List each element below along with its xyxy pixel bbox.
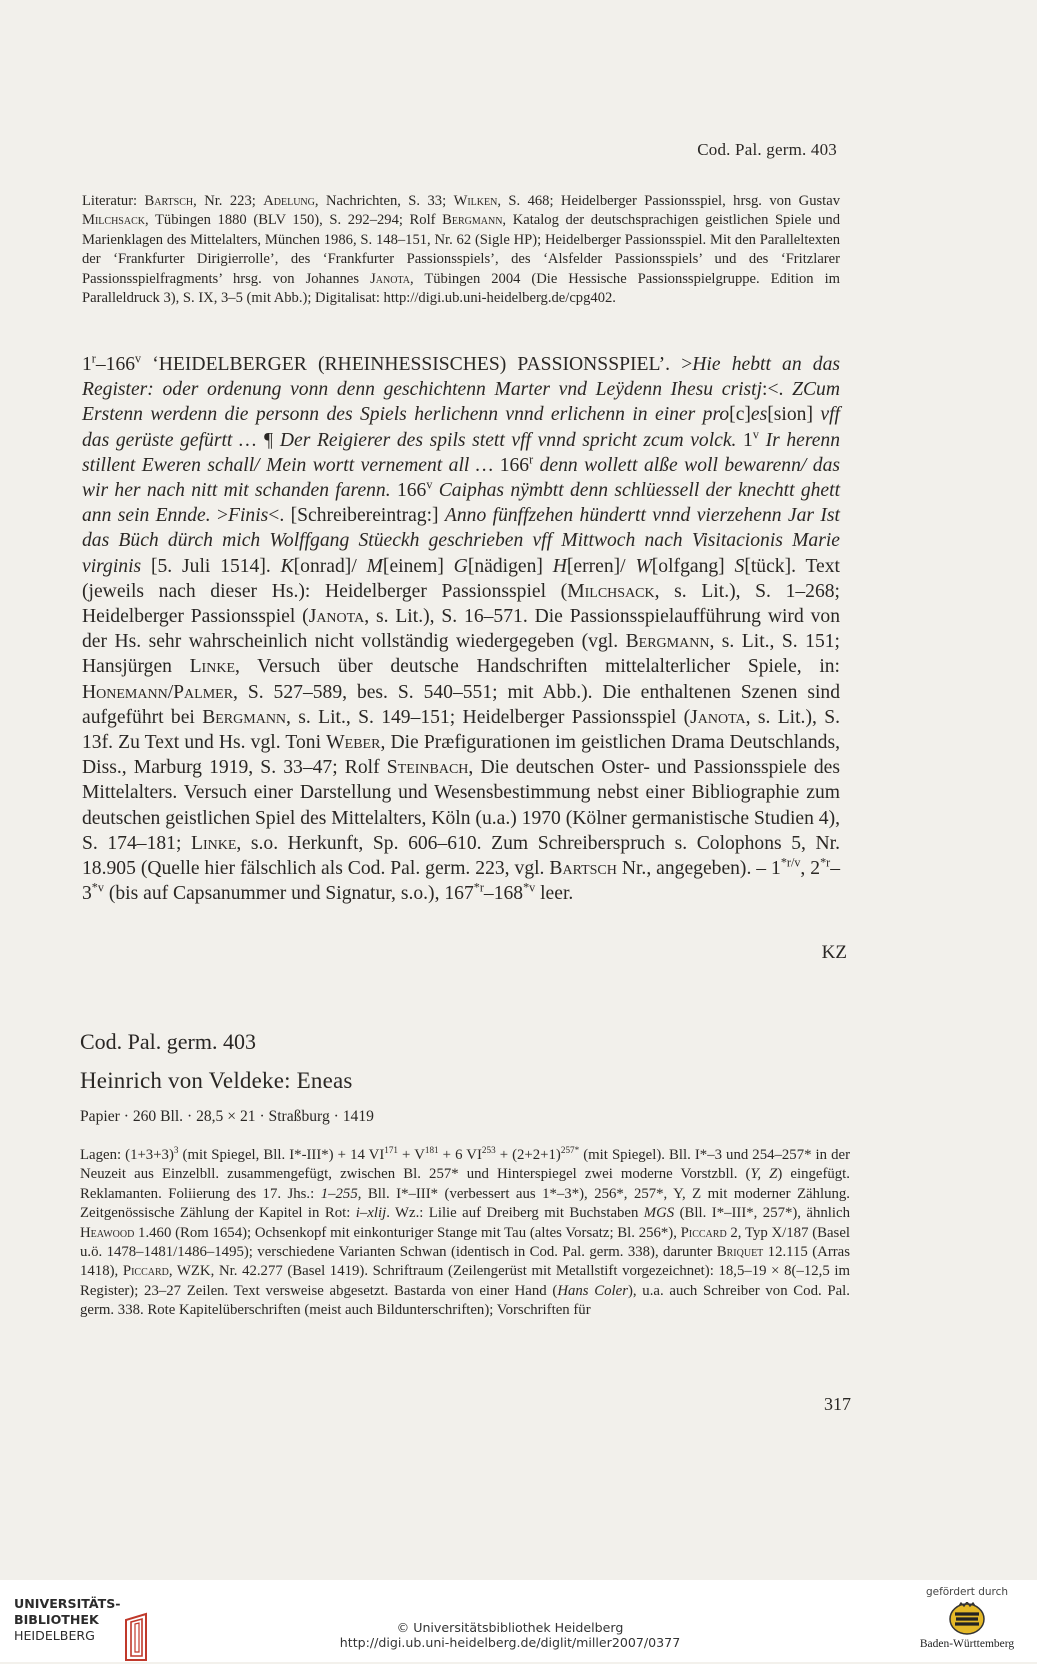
text-run: i–xlij — [355, 1205, 387, 1222]
text-run: 1 — [736, 429, 753, 451]
text-run: Lagen: (1+3+3) — [80, 1147, 174, 1163]
ub-heidelberg-logo[interactable] — [14, 1596, 154, 1644]
text-run: + 6 VI — [438, 1147, 482, 1163]
text-run: 1.460 (Rom 1654); Ochsenkopf mit einkonturiger Stange mit Tau (altes Vorsatz; Bl. 256*), — [134, 1224, 681, 1241]
text-run: 166 — [493, 454, 530, 476]
text-run: , WZK, Nr. 42.277 (Basel 1419). Schriftraum (Zeilengerüst mit Metallstift vorgezeichnet): 18,5–19 × 8(–12,5 im Register); 23–27 Zeilen. Text versweise abgesetzt. Bastarda von einer Hand ( — [80, 1263, 851, 1299]
text-run: ), u.a. auch Schreiber von Cod. Pal. germ. 338. Rote Kapitelüberschriften (meist auch Bildunterschriften); Vorschriften für — [80, 1282, 850, 1319]
text-run: *v — [523, 880, 536, 895]
text-run: Y, Z — [750, 1166, 778, 1183]
text-run: . Wz.: Lilie auf Dreiberg mit Buchstaben — [386, 1205, 644, 1222]
logo-text-line3: HEIDELBERG — [14, 1628, 95, 1643]
text-run: , Die deutschen Oster- und Passionsspiele des Mittelalters. Versuch einer Darstellung und Wesensbestimmung nebst einer Bibliographie zum deutschen geistlichen Spiel des Mittelalters, Köln (u.a.) 1970 (Kölner germanistische Studien 4), S. 174–181; — [82, 757, 840, 854]
text-run: Milchsack — [82, 212, 145, 229]
text-run: Bergmann — [625, 631, 710, 653]
text-run: Linke — [190, 832, 237, 854]
copyright-text: © Universitätsbibliothek Heidelberg — [396, 1620, 624, 1635]
text-run: > — [210, 505, 229, 527]
copyright-notice — [300, 1620, 720, 1650]
text-run: K — [280, 555, 294, 577]
text-run: Hans Coler — [557, 1282, 628, 1299]
text-run: [c] — [729, 404, 751, 426]
text-run: Nr., angegeben). – 1 — [616, 858, 781, 880]
text-run: , s. Lit.), S. 13f. Zu Text und Hs. vgl. Toni — [82, 706, 840, 754]
text-run: G — [453, 555, 468, 577]
text-run: (mit Spiegel). Bll. I*–3 und 254–257* in der Neuzeit aus Einzelbll. zusammengefügt, zwischen Bl. 257* und Hinterspiegel zwei moderne Vorstzbll. ( — [80, 1147, 851, 1183]
sponsor-name: Baden-Württemberg — [919, 1638, 1015, 1650]
text-run: [einem] — [382, 555, 454, 577]
text-run: ) eingefügt. Reklamanten. Foliierung des 17. Jhs.: — [80, 1166, 850, 1202]
text-run: Honemann/Palmer — [82, 681, 234, 703]
text-run: *r — [473, 880, 484, 895]
text-run: *r/v — [780, 855, 801, 870]
text-run: [olfgang] — [651, 555, 735, 577]
text-run: , Versuch über deutsche Handschriften mittelalterlicher Spiele, in: — [235, 656, 840, 678]
text-run: Janota — [690, 706, 746, 728]
logo-text-line1: UNIVERSITÄTS- — [14, 1596, 121, 1611]
text-run: ZCum Erstenn werdenn die personn des Spiels herlichenn vnnd erlichenn in einer pro — [82, 379, 841, 426]
text-run: , Bll. I*–III* (verbessert aus 1*–3*), 256*, 257*, Y, Z mit moderner Zählung. Zeitgenössische Zählung der Kapitel in Rot: — [80, 1185, 851, 1222]
baden-wuerttemberg-crest-icon — [947, 1602, 987, 1636]
text-run: + V — [398, 1147, 425, 1163]
text-run — [759, 430, 766, 451]
text-run: [erren]/ — [566, 555, 636, 577]
text-run: , Nachrichten, S. 33; — [314, 193, 454, 209]
text-run: Milchsack — [567, 580, 655, 602]
text-run: 257* — [560, 1145, 580, 1156]
text-run: , s. Lit.), S. 16–571. Die Passionsspielaufführung wird von der Hs. sehr wahrscheinlich nicht vollständig wiedergegeben (vgl. — [82, 606, 840, 653]
text-run: , S. 468; Heidelberger Passionsspiel, hrsg. von Gustav — [497, 193, 841, 209]
text-run: (bis auf Capsanummer und Signatur, s.o.), 167 — [103, 883, 474, 905]
text-run: v — [135, 351, 142, 366]
text-run: 171 — [384, 1145, 398, 1156]
text-run: 2, Typ X/187 (Basel u.ö. 1478–1481/1486–1495); verschiedene Varianten Schwan (identisch in Cod. Pal. germ. 338), darunter — [80, 1224, 850, 1261]
text-run: Hie hebtt an das Register: oder ordenung vonn denn geschichtenn Marter vnd Leÿdenn Ihesu cristj — [82, 354, 841, 401]
text-run: 253 — [481, 1145, 496, 1156]
text-run: , 2 — [800, 858, 821, 880]
text-run: [tück]. Text (jeweils nach dieser Hs.): Heidelberger Passionsspiel ( — [82, 555, 840, 602]
work-title-heading: Heinrich von Veldeke: Eneas — [80, 1068, 353, 1093]
text-run: 3 — [173, 1145, 179, 1156]
sponsor-block — [907, 1586, 1027, 1650]
codex-metadata: Papier · 260 Bll. · 28,5 × 21 · Straßburg · 1419 — [80, 1108, 374, 1125]
text-run: leer. — [535, 883, 574, 905]
text-run: –168 — [483, 883, 524, 905]
text-run: Bartsch — [549, 858, 617, 880]
text-run: , Die Præfigurationen im geistlichen Drama Deutschlands, Diss., Marburg 1919, S. 33–47; Rolf — [82, 732, 840, 779]
text-run: , s. Lit.), S. 1–268; Heidelberger Passionsspiel ( — [82, 580, 841, 628]
text-run: 181 — [424, 1145, 439, 1156]
literature-paragraph — [82, 192, 840, 308]
text-run: Literatur: — [82, 193, 145, 209]
shelfmark-heading: Cod. Pal. germ. 403 — [80, 1029, 256, 1054]
text-run: , S. 527–589, bes. S. 540–551; mit Abb.). Die enthaltenen Szenen sind aufgeführt bei — [82, 681, 840, 728]
text-run: Janota — [308, 606, 365, 628]
text-run: MGS — [643, 1205, 675, 1222]
text-run: Wilken — [453, 193, 498, 209]
catalog-entry-paragraph — [82, 352, 840, 906]
text-run: (Bll. I*–III*, 257*), ähnlich — [674, 1205, 850, 1222]
logo-text-line2: BIBLIOTHEK — [14, 1612, 99, 1627]
ub-logo-mark-icon — [122, 1610, 152, 1664]
text-run: Bergmann — [442, 212, 503, 229]
text-run: Anno fünffzehen hündertt vnnd vierzehenn Jar Ist das Büch dürch mich Wolffgang Stüeckh geschrieben vff Mittwoch nach Visitacionis Marie virginis — [82, 505, 840, 577]
text-run: –3 — [82, 858, 840, 905]
author-initials: KZ — [821, 942, 847, 963]
text-run: r — [529, 452, 534, 467]
text-run: es — [750, 404, 768, 426]
text-run: r — [91, 351, 96, 366]
text-run: 12.115 (Arras 1418), — [80, 1244, 850, 1280]
text-run: <. [Schreibereintrag:] — [268, 505, 445, 527]
text-run: Linke — [189, 656, 235, 678]
text-run: S — [734, 555, 745, 577]
text-run: 1–255 — [320, 1185, 358, 1202]
text-run: H — [552, 555, 567, 577]
text-run: , s. Lit., S. 151; Hansjürgen — [82, 631, 840, 678]
text-run: , s. Lit., S. 149–151; Heidelberger Passionsspiel ( — [286, 706, 691, 728]
text-run: Piccard — [122, 1263, 169, 1280]
text-run: Piccard — [680, 1224, 727, 1241]
text-run: (mit Spiegel, Bll. I*-III*) + 14 VI — [178, 1147, 385, 1163]
text-run: Weber — [326, 732, 381, 754]
text-run: , Nr. 223; — [193, 193, 264, 209]
quire-description-paragraph — [80, 1146, 850, 1321]
text-run: , Tübingen 1880 (BLV 150), S. 292–294; Rolf — [144, 212, 443, 229]
text-run: [sion] — [767, 404, 821, 426]
text-run: Janota — [370, 270, 410, 287]
text-run: + (2+2+1) — [495, 1147, 561, 1163]
text-run: 1 — [82, 354, 92, 375]
page-number: 317 — [824, 1394, 851, 1414]
text-run: [nädigen] — [467, 555, 553, 577]
text-run: M — [366, 555, 383, 577]
text-run: *v — [91, 880, 104, 895]
text-run: [onrad]/ — [293, 555, 367, 577]
text-run: vff das gerüste gefürtt … ¶ Der Reigierer des spils stett vff vnnd spricht zcum volck. — [82, 404, 840, 451]
text-run: Bartsch — [144, 193, 194, 209]
footer-bar — [0, 1580, 1037, 1662]
text-run: , Katalog der deutschsprachigen geistlichen Spiele und Marienklagen des Mittelalters, München 1986, S. 148–151, Nr. 62 (Sigle HP); Heidelberger Passionsspiel. Mit den Paralleltexten der ‘Frankfurter Dirigierrolle’, des ‘Frankfurter Passionsspiels’, des ‘Alsfelder Passionsspiels’ und des ‘Fritzlarer Passionsspielfragments’ hrsg. von Johannes — [82, 212, 840, 287]
text-run: Steinbach — [386, 757, 469, 779]
sponsor-label: gefördert durch — [925, 1586, 1009, 1598]
source-url-link[interactable]: http://digi.ub.uni-heidelberg.de/diglit/miller2007/0377 — [339, 1635, 681, 1650]
running-head: Cod. Pal. germ. 403 — [697, 140, 837, 159]
text-run: denn wollett alße woll bewarenn/ das wir her nach nitt mit schanden farenn. — [82, 454, 841, 502]
text-run: W — [635, 555, 652, 577]
text-run: v — [426, 477, 433, 492]
text-run: –166 — [95, 354, 136, 375]
text-run: :<. — [762, 379, 793, 401]
text-run: v — [752, 427, 759, 442]
text-run: , s.o. Herkunft, Sp. 606–610. Zum Schreiberspruch s. Colophons 5, Nr. 18.905 (Quelle hier fälschlich als Cod. Pal. germ. 223, vgl. — [82, 832, 840, 880]
text-run: Caiphas nÿmbtt denn schlüessell der knechtt ghett ann sein Ennde. — [82, 480, 841, 527]
text-run: Adelung — [263, 193, 315, 209]
text-run: , Tübingen 2004 (Die Hessische Passionsspielgruppe. Edition im Paralleldruck 3), S. IX, 3–5 (mit Abb.); Digitalisat: http://digi.ub.uni-heidelberg.de/cpg402. — [82, 270, 840, 307]
text-run: ‘HEIDELBERGER (RHEINHESSISCHES) PASSIONSSPIEL’. > — [141, 354, 693, 375]
text-run: [5. Juli 1514]. — [141, 555, 281, 577]
text-run: Heawood — [80, 1224, 135, 1241]
text-run: Bergmann — [202, 706, 287, 728]
text-run: Briquet — [716, 1244, 764, 1261]
text-run: *r — [820, 855, 831, 870]
text-run: Ir herenn stillent Eweren schall/ Mein wortt vernement all … — [82, 429, 841, 476]
text-run: 166 — [390, 480, 427, 502]
text-run: Finis — [228, 505, 269, 527]
